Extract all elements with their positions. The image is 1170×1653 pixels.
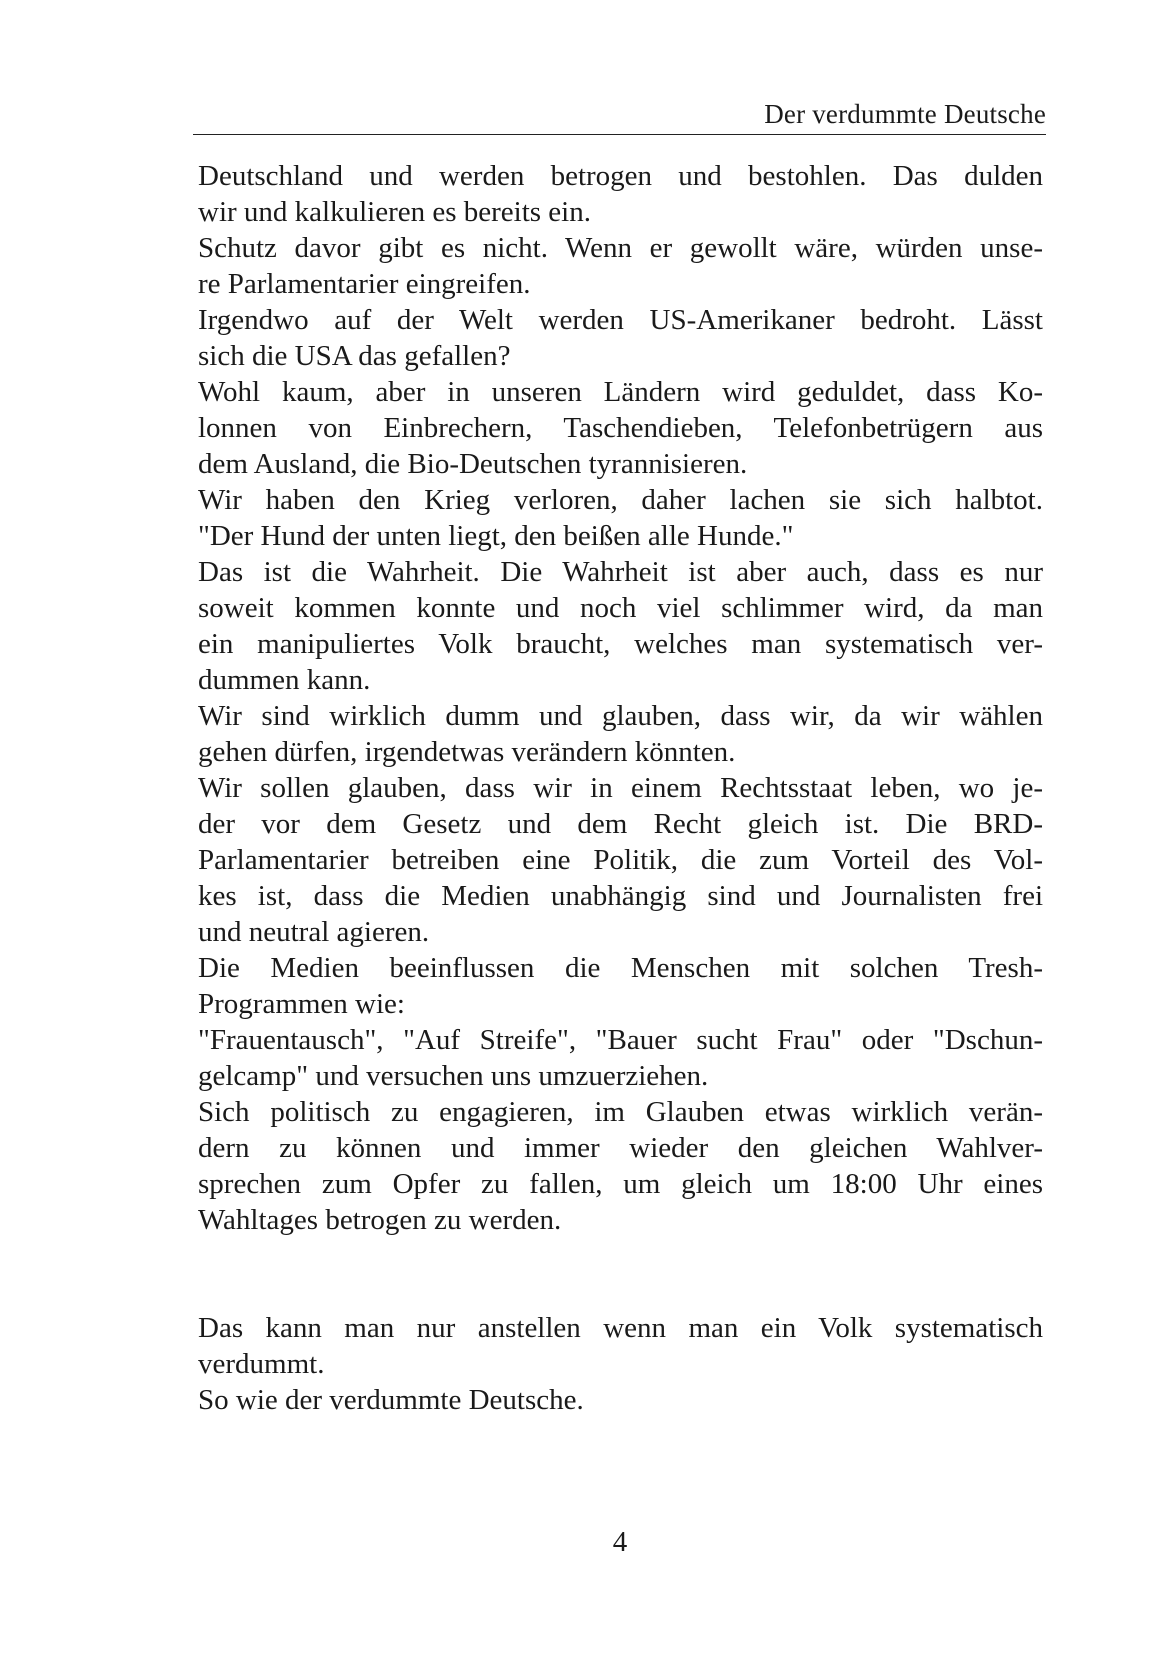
header-rule	[193, 134, 1046, 135]
text-line: Programmen wie:	[198, 988, 405, 1020]
text-line: gehen dürfen, irgendetwas verändern könnten.	[198, 736, 736, 768]
text-line: "Der Hund der unten liegt, den beißen alle Hunde."	[198, 520, 794, 552]
text-line: und neutral agieren.	[198, 916, 430, 948]
text-line: Irgendwo auf der Welt werden US-Amerikaner bedroht. Lässt	[198, 304, 1043, 336]
text-line: Wohl kaum, aber in unseren Ländern wird geduldet, dass Ko-	[198, 376, 1043, 408]
text-line: wir und kalkulieren es bereits ein.	[198, 196, 591, 228]
text-line: dern zu können und immer wieder den gleichen Wahlver-	[198, 1132, 1043, 1164]
text-line: Parlamentarier betreiben eine Politik, die zum Vorteil des Vol-	[198, 844, 1043, 876]
text-line: Die Medien beeinflussen die Menschen mit solchen Tresh-	[198, 952, 1043, 984]
text-line: gelcamp" und versuchen uns umzuerziehen.	[198, 1060, 709, 1092]
text-line: dummen kann.	[198, 664, 371, 696]
text-line: der vor dem Gesetz und dem Recht gleich ist. Die BRD-	[198, 808, 1043, 840]
text-line: verdummt.	[198, 1348, 325, 1380]
text-line: Deutschland und werden betrogen und bestohlen. Das dulden	[198, 160, 1043, 192]
text-line: sprechen zum Opfer zu fallen, um gleich um 18:00 Uhr eines	[198, 1168, 1043, 1200]
text-line: So wie der verdummte Deutsche.	[198, 1384, 584, 1416]
text-line: Wir sollen glauben, dass wir in einem Rechtsstaat leben, wo je-	[198, 772, 1043, 804]
text-line: Schutz davor gibt es nicht. Wenn er gewollt wäre, würden unse-	[198, 232, 1043, 264]
body-text	[198, 158, 1043, 1418]
text-line: soweit kommen konnte und noch viel schlimmer wird, da man	[198, 592, 1043, 624]
text-line: Das kann man nur anstellen wenn man ein Volk systematisch	[198, 1312, 1043, 1344]
text-line: re Parlamentarier eingreifen.	[198, 268, 531, 300]
paragraph-gap	[198, 1238, 1043, 1310]
text-line: "Frauentausch", "Auf Streife", "Bauer sucht Frau" oder "Dschun-	[198, 1024, 1043, 1056]
text-line: Das ist die Wahrheit. Die Wahrheit ist aber auch, dass es nur	[198, 556, 1043, 588]
running-header: Der verdummte Deutsche	[764, 99, 1046, 129]
text-line: Wir sind wirklich dumm und glauben, dass wir, da wir wählen	[198, 700, 1043, 732]
text-line: kes ist, dass die Medien unabhängig sind und Journalisten frei	[198, 880, 1043, 912]
text-line: Wir haben den Krieg verloren, daher lachen sie sich halbtot.	[198, 484, 1043, 516]
text-line: ein manipuliertes Volk braucht, welches man systematisch ver-	[198, 628, 1043, 660]
text-line: Wahltages betrogen zu werden.	[198, 1204, 562, 1236]
text-line: sich die USA das gefallen?	[198, 340, 511, 372]
text-line: Sich politisch zu engagieren, im Glauben etwas wirklich verän-	[198, 1096, 1043, 1128]
text-line: lonnen von Einbrechern, Taschendieben, Telefonbetrügern aus	[198, 412, 1043, 444]
page-number: 4	[612, 1526, 628, 1558]
text-line: dem Ausland, die Bio-Deutschen tyrannisieren.	[198, 448, 748, 480]
